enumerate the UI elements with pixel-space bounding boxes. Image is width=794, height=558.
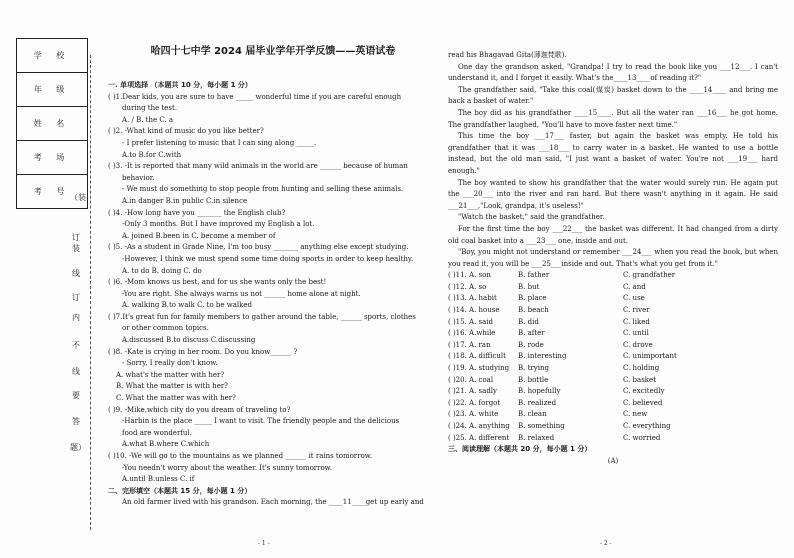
page-number-left: - 1 - bbox=[258, 540, 270, 547]
question-line: A. joined B.been in C. become a member of bbox=[122, 231, 276, 240]
question-line: A. walking B.to walk C. to be walked bbox=[122, 301, 253, 310]
option-choice: ( )22. A. forgot bbox=[448, 398, 501, 407]
option-choice: B. after bbox=[518, 329, 545, 338]
question-line: - Sorry, I really don't know. bbox=[122, 359, 218, 368]
section-3-subheading: (A) bbox=[607, 456, 619, 465]
option-choice: B. hopefully bbox=[518, 387, 561, 396]
question-line: ( )3. -It is reported that many wild animals in the world are ______ because of human bbox=[108, 162, 408, 171]
option-choice: ( )13. A. habit bbox=[448, 294, 497, 303]
option-choice: B. place bbox=[518, 294, 547, 303]
question-line: B. What the matter is with her? bbox=[116, 382, 228, 391]
option-choice: C. unimportant bbox=[623, 352, 677, 361]
option-choice: ( )18. A. difficult bbox=[448, 352, 506, 361]
option-row bbox=[448, 317, 778, 329]
option-row bbox=[448, 328, 778, 340]
option-row bbox=[448, 351, 778, 363]
option-row bbox=[448, 293, 778, 305]
binding-char: 题） bbox=[70, 443, 86, 452]
binding-char: 答 bbox=[72, 417, 80, 426]
cloze-options bbox=[448, 270, 778, 444]
section-3-heading: 三、阅读理解（本题共 20 分，每小题 1 分） bbox=[448, 445, 592, 454]
question-line: ( )5. -As a student in Grade Nine, I'm too busy _______ anything else except studying. bbox=[108, 243, 409, 252]
option-choice: ( )19. A. studying bbox=[448, 364, 510, 373]
question-line: -You needn't worry about the weather. It's sunny tomorrow. bbox=[122, 463, 333, 472]
question-line: food are wonderful. bbox=[122, 428, 192, 437]
option-choice: B. bottle bbox=[518, 375, 549, 384]
option-choice: ( )23. A. white bbox=[448, 410, 499, 419]
passage-paragraph: "Watch the basket," said the grandfather. bbox=[458, 213, 605, 222]
question-line: -You are right. She always warns us not ______ home alone at night. bbox=[122, 289, 361, 298]
question-line: - We must do something to stop people from hunting and selling these animals. bbox=[122, 185, 404, 194]
option-choice: B. relaxed bbox=[518, 433, 555, 442]
option-choice: ( )11. A. son bbox=[448, 271, 491, 280]
question-line: A. / B. the C. a bbox=[122, 115, 174, 124]
question-line: A.until B.unless C. if bbox=[122, 475, 195, 484]
passage-paragraph: The grandfather said, "Take this coal(煤炭) basket down to the ____14____ and bring me back a basket of water." bbox=[448, 85, 778, 106]
option-choice: ( )12. A. so bbox=[448, 282, 487, 291]
passage-paragraph: This time the boy ___17___ faster, but again the basket was empty. He told his grandfather that it was ___18___ to carry water in a basket. He wanted to use a bottle instead, but the old man said, "I just want a basket of water. You're not ___19___ hard enough." bbox=[448, 132, 778, 175]
option-row bbox=[448, 386, 778, 398]
option-choice: ( )16. A.while bbox=[448, 329, 496, 338]
info-label: 年 级 bbox=[17, 73, 87, 107]
option-choice: C. until bbox=[623, 329, 649, 338]
option-choice: C. worried bbox=[623, 433, 661, 442]
passage-paragraph: "Boy, you might not understand or remember ___24___ when you read the book, but when you read it, you will be ___25___inside and out. That's what you get from it." bbox=[448, 248, 778, 268]
question-line: ( )7.It's great fun for family members to gather around the table, ______ sports, clothes bbox=[108, 312, 416, 321]
question-line: ( )4. -How long have you _______ the English club? bbox=[108, 208, 286, 217]
option-row bbox=[448, 398, 778, 410]
question-line: A.in danger B.in public C.in silence bbox=[122, 196, 248, 205]
option-choice: B. realized bbox=[518, 398, 557, 407]
option-choice: B. beach bbox=[518, 306, 549, 315]
option-choice: C. everything bbox=[623, 422, 671, 430]
option-choice: B. father bbox=[518, 271, 550, 280]
option-choice: B. did bbox=[518, 317, 539, 326]
question-line: behavior. bbox=[122, 173, 155, 182]
binding-char: 线 bbox=[72, 269, 80, 278]
question-line: ( )10. -We will go to the mountains as we planned ______ it rains tomorrow. bbox=[108, 452, 373, 460]
info-label: 考 号 bbox=[33, 187, 71, 196]
question-line: ( )2. -What kind of music do you like better? bbox=[108, 127, 264, 136]
info-label: 姓 名 bbox=[17, 107, 87, 141]
option-row bbox=[448, 409, 778, 421]
option-choice: C. grandfather bbox=[623, 271, 676, 280]
option-choice: C. liked bbox=[623, 317, 650, 326]
option-row bbox=[448, 421, 778, 433]
option-choice: C. basket bbox=[623, 375, 657, 384]
option-choice: B. rode bbox=[518, 340, 544, 349]
section-heading: 一. 单项选择 （本题共 10 分，每小题 1 分） bbox=[108, 81, 252, 89]
exam-title: 哈四十七中学 2024 届毕业学年开学反馈——英语试卷 bbox=[150, 46, 396, 57]
section-heading: 二、完形填空（本题共 15 分，每小题 1 分） bbox=[108, 486, 252, 495]
binding-char: 订 bbox=[72, 293, 80, 302]
question-line: A.to B.for C.with bbox=[122, 150, 182, 159]
option-choice: B. trying bbox=[518, 364, 549, 373]
option-choice: ( )20. A. coal bbox=[448, 375, 494, 384]
question-line: C. What the matter was with her? bbox=[116, 394, 236, 403]
passage-paragraph: read his Bhagavad Gita(薄迦梵歌). bbox=[448, 51, 567, 59]
question-line: - I prefer listening to music that I can sing along _____. bbox=[122, 138, 317, 147]
left-column bbox=[108, 80, 430, 509]
question-line: A. to do B. doing C. do bbox=[122, 266, 202, 275]
option-choice: C. new bbox=[623, 410, 648, 419]
binding-char: 线 bbox=[72, 367, 80, 376]
question-line: ( )8. -Kate is crying in her room. Do you know______ ? bbox=[108, 347, 298, 356]
cloze-passage bbox=[448, 50, 778, 270]
binding-char: 不 bbox=[72, 341, 80, 350]
option-choice: C. holding bbox=[623, 364, 660, 373]
option-row bbox=[448, 433, 778, 445]
option-choice: ( )17. A. ran bbox=[448, 340, 491, 349]
question-line: A.what B.where C.which bbox=[122, 440, 210, 449]
option-choice: ( )24. A. anything bbox=[448, 422, 510, 430]
option-choice: B. interesting bbox=[518, 352, 567, 361]
question-line: -Only 3 months. But I have improved my English a lot. bbox=[122, 220, 315, 229]
passage-paragraph: The boy did as his grandfather ____15____. But all the water ran ___16___ he got home. The grandfather laughed, "You'll have to move faster next time." bbox=[448, 108, 778, 129]
question-line: ( )1.Dear kids, you are sure to have _____ wonderful time if you are careful enough bbox=[108, 92, 402, 101]
right-column bbox=[448, 50, 778, 467]
option-row bbox=[448, 305, 778, 317]
question-line: An old farmer lived with his grandson. Each morning, the ____11____get up early and bbox=[122, 498, 424, 507]
option-choice: ( )15. A. said bbox=[448, 317, 494, 326]
passage-paragraph: One day the grandson asked, "Grandpa! I try to read the book like you ___12___. I can't understand it, and I forget it easily. What's the____13____of reading it?" bbox=[448, 62, 778, 83]
option-row bbox=[448, 375, 778, 387]
option-row bbox=[448, 340, 778, 352]
question-line: -However, I think we must spend some time doing sports in order to keep healthy. bbox=[122, 254, 414, 263]
passage-paragraph: The boy wanted to show his grandfather that the water would surely run. He again put the ___20___ into the river and ran hard. But there wasn't anything in it again. He said ___21___,"Look, grandpa, it's useless!" bbox=[448, 178, 778, 210]
question-line: A. what's the matter with her? bbox=[116, 370, 225, 379]
info-label: 考 场 bbox=[17, 141, 87, 175]
passage-paragraph: For the first time the boy ___22___ the basket was different. It had changed from a dirty old coal basket into a ___23___ one, inside and out. bbox=[448, 224, 778, 245]
question-line: ( )6. -Mom knows us best, and for us she wants only the best! bbox=[108, 278, 327, 287]
option-choice: B. something bbox=[518, 422, 565, 430]
binding-dashed-line bbox=[90, 55, 91, 530]
option-choice: C. excitedly bbox=[623, 387, 665, 396]
option-choice: C. river bbox=[623, 306, 650, 315]
binding-char: 内 bbox=[72, 313, 80, 322]
question-line: during the test. bbox=[122, 104, 178, 113]
page-number-right: - 2 - bbox=[600, 540, 612, 547]
question-line: -Harbin is the place _____ I want to visit. The friendly people and the delicious bbox=[122, 417, 400, 426]
option-choice: B. but bbox=[518, 282, 540, 291]
option-choice: C. believed bbox=[623, 398, 663, 407]
option-choice: ( )21. A. sadly bbox=[448, 387, 497, 396]
question-line: or other common topics. bbox=[122, 324, 209, 333]
binding-char: 要 bbox=[72, 391, 80, 400]
option-row bbox=[448, 363, 778, 375]
option-row bbox=[448, 282, 778, 294]
option-choice: C. and bbox=[623, 282, 646, 291]
option-choice: ( )14. A. house bbox=[448, 306, 500, 315]
question-line: A.discussed B.to discuss C.discussing bbox=[122, 336, 256, 345]
question-line: ( )9. -Mike,which city do you dream of traveling to? bbox=[108, 405, 291, 414]
info-label: 学 校 bbox=[17, 39, 87, 73]
binding-char: （装 bbox=[70, 193, 86, 202]
student-info-table bbox=[16, 38, 88, 209]
binding-char: 订装 bbox=[72, 233, 80, 253]
option-choice: B. clean bbox=[518, 410, 547, 419]
option-choice: ( )25. A. different bbox=[448, 433, 510, 442]
option-choice: C. drove bbox=[623, 340, 653, 349]
option-row bbox=[448, 270, 778, 282]
option-choice: C. use bbox=[623, 294, 645, 303]
